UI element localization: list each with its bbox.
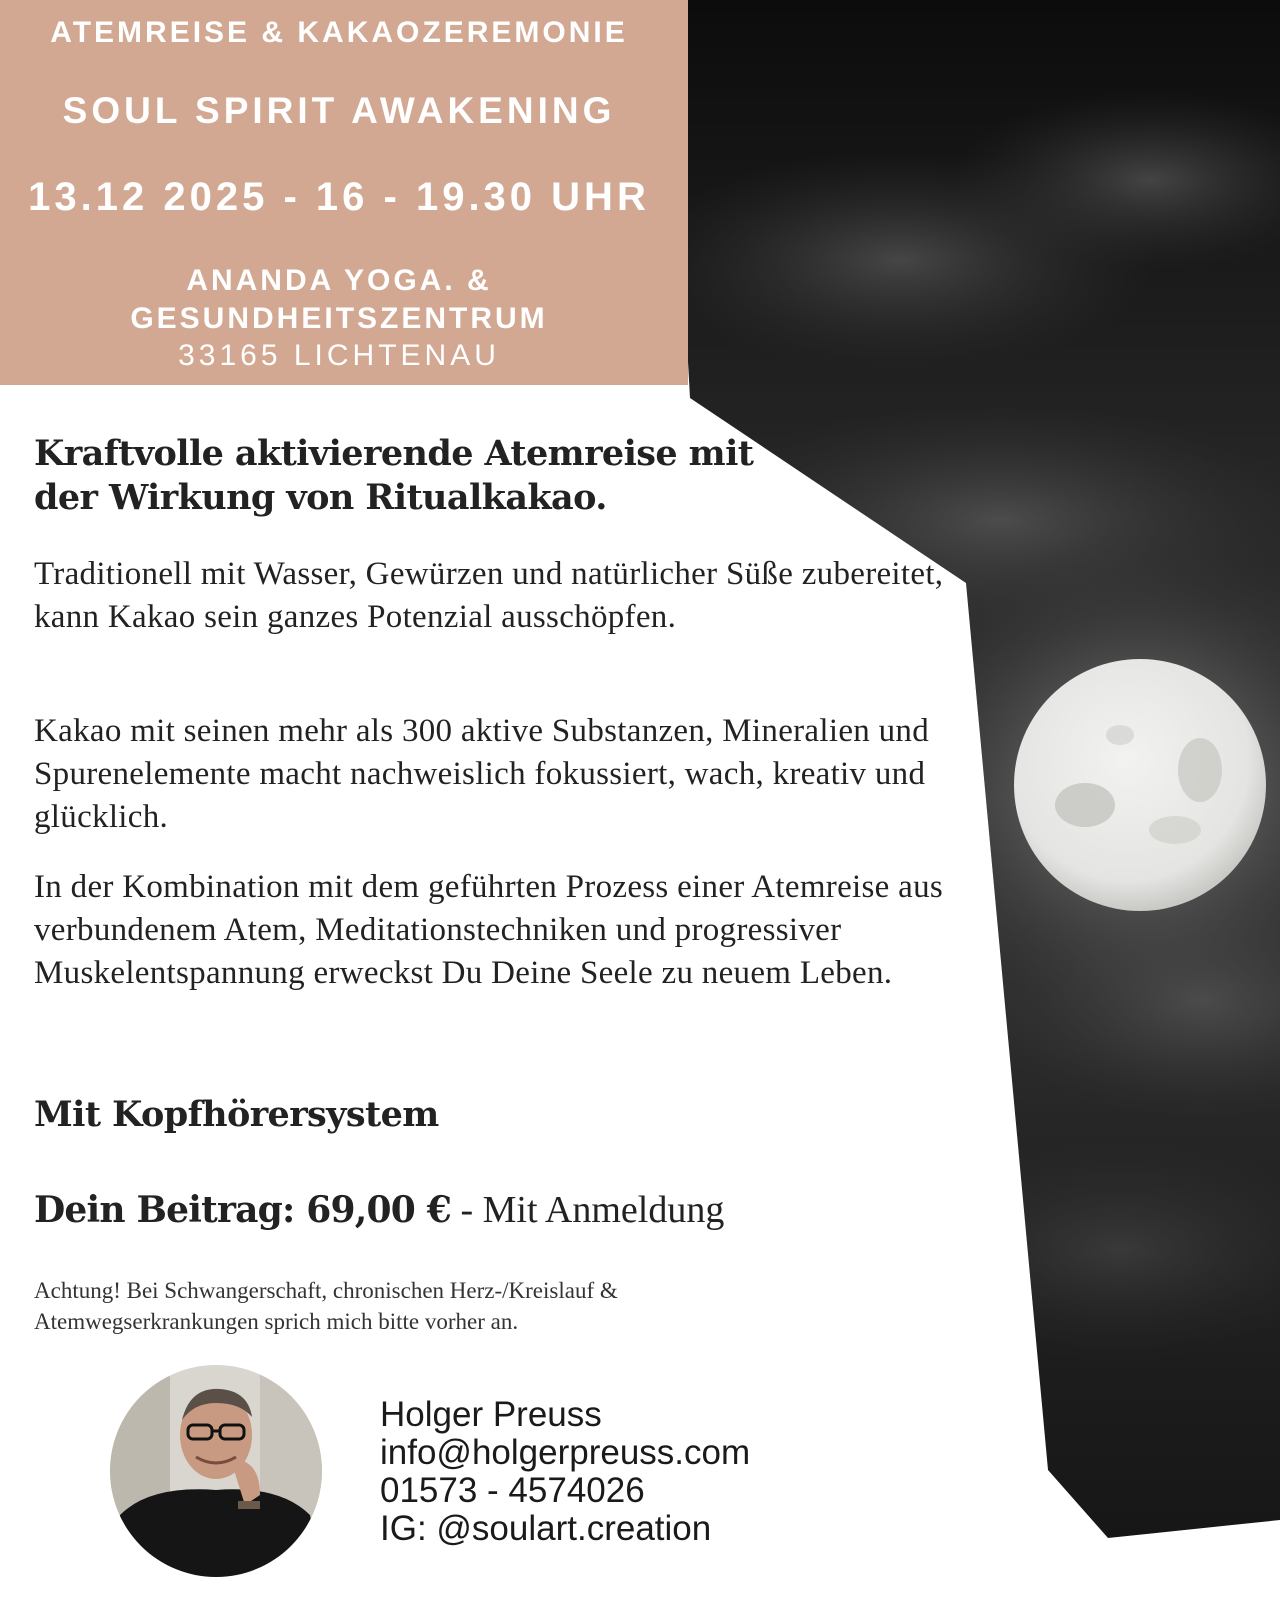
event-tagline: ATEMREISE & KAKAOZEREMONIE <box>50 16 628 49</box>
contact-email[interactable]: info@holgerpreuss.com <box>380 1433 751 1472</box>
registration-note: - Mit Anmeldung <box>450 1189 725 1231</box>
price-label: Dein Beitrag: 69,00 € <box>34 1189 451 1231</box>
event-venue <box>0 262 678 338</box>
paragraph-process: In der Kombination mit dem geführten Prozess einer Atemreise aus verbundenem Atem, Meditationstechniken und progressiver Muskelentspannung erweckst Du Deine Seele zu neuem Leben. <box>34 869 944 991</box>
contact-instagram[interactable]: IG: @soulart.creation <box>380 1509 712 1548</box>
headphones-note: Mit Kopfhörersystem <box>34 1094 439 1135</box>
paragraph-substances: Kakao mit seinen mehr als 300 aktive Substanzen, Mineralien und Spurenelemente macht nachweislich fokussiert, wach, kreativ und glücklich. <box>34 713 930 835</box>
event-city: 33165 LICHTENAU <box>178 339 500 372</box>
lead-heading: Kraftvolle aktivierende Atemreise mit der Wirkung von Ritualkakao. <box>34 433 754 518</box>
contact-phone[interactable]: 01573 - 4574026 <box>380 1471 645 1510</box>
price-line <box>34 1188 944 1232</box>
health-warning: Achtung! Bei Schwangerschaft, chronischen Herz-/Kreislauf & Atemwegserkrankungen sprich mich bitte vorher an. <box>34 1278 618 1334</box>
avatar <box>110 1365 322 1577</box>
venue-line-2: GESUNDHEITSZENTRUM <box>130 302 548 335</box>
contact-name: Holger Preuss <box>380 1395 602 1434</box>
venue-line-1: ANANDA YOGA. & <box>186 264 492 297</box>
event-title: SOUL SPIRIT AWAKENING <box>62 90 616 131</box>
paragraph-preparation: Traditionell mit Wasser, Gewürzen und natürlicher Süße zubereitet, kann Kakao sein ganzes Potenzial ausschöpfen. <box>34 556 944 635</box>
contact-block <box>380 1396 750 1548</box>
event-date: 13.12 2025 - 16 - 19.30 UHR <box>28 175 650 219</box>
moon-shape <box>1014 659 1266 911</box>
event-header-box <box>0 0 688 385</box>
